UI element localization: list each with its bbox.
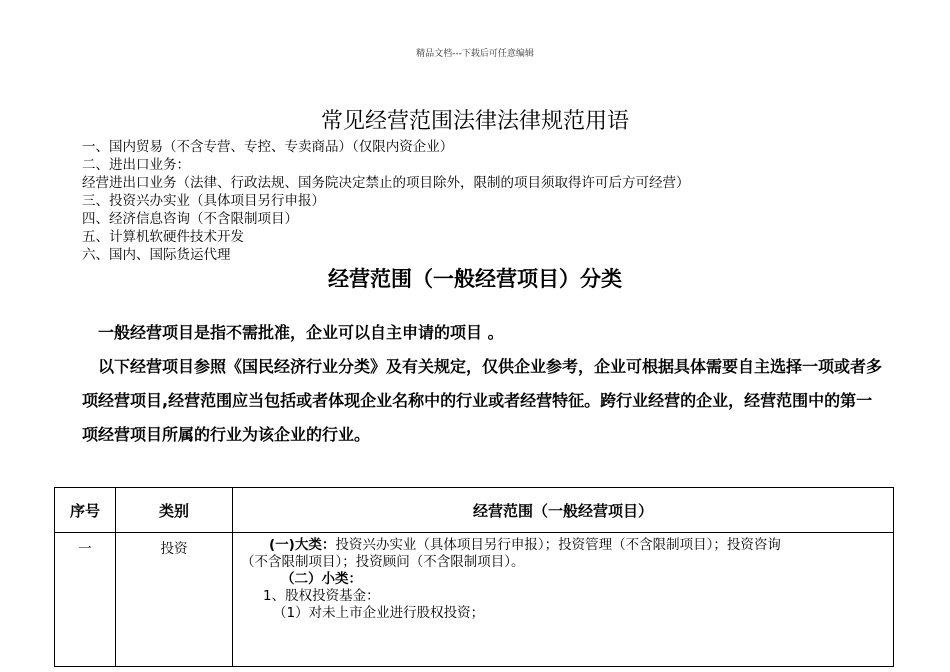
intro-item: 二、进出口业务： xyxy=(82,157,190,173)
row-number: 一 xyxy=(55,533,116,667)
intro-item: 六、国内、国际货运代理 xyxy=(82,247,231,263)
header-scope: 经营范围（一般经营项目） xyxy=(233,488,894,533)
item-equity-fund: 1、股权投资基金： xyxy=(263,588,380,604)
intro-item: 经营进出口业务（法律、行政法规、国务院决定禁止的项目除外，限制的项目须取得许可后方可经营） xyxy=(82,175,690,191)
major-class-continuation: （不含限制项目）；投资顾问（不含限制项目）。 xyxy=(241,554,525,570)
section-title: 经营范围（一般经营项目）分类 xyxy=(328,267,622,291)
paragraph-reference-note: 以下经营项目参照《国民经济行业分类》及有关规定，仅供企业参考，企业可根据具体需要自主选择一项或者多项经营项目,经营范围应当包括或者体现企业名称中的行业或者经营特征。跨行业经营的企业，经营范围中的第一项经营项目所属的行业为该企业的行业。 xyxy=(82,357,883,444)
row-scope xyxy=(233,533,894,667)
table-header-row xyxy=(55,488,894,533)
minor-class-label: （二）小类： xyxy=(281,571,362,587)
item-equity-investment: （1）对未上市企业进行股权投资； xyxy=(273,605,485,621)
row-category: 投资 xyxy=(116,533,233,667)
major-class-text: 投资兴办实业（具体项目另行申报）；投资管理（不含限制项目）；投资咨询 xyxy=(335,537,781,553)
intro-item: 三、投资兴办实业（具体项目另行申报） xyxy=(82,193,325,209)
header-category: 类别 xyxy=(116,488,233,533)
intro-item: 一、国内贸易（不含专营、专控、专卖商品）（仅限内资企业） xyxy=(82,139,454,155)
intro-list xyxy=(82,138,690,264)
table-row xyxy=(55,533,894,667)
header-note: 精品文档---下载后可任意编辑 xyxy=(416,49,534,59)
header-number: 序号 xyxy=(55,488,116,533)
main-title: 常见经营范围法律法律规范用语 xyxy=(320,109,629,134)
major-class-line xyxy=(241,537,887,554)
business-scope-table xyxy=(54,487,894,667)
intro-item: 五、计算机软硬件技术开发 xyxy=(82,229,244,245)
paragraph-general-items: 一般经营项目是指不需批准，企业可以自主申请的项目 。 xyxy=(98,323,504,342)
intro-item: 四、经济信息咨询（不含限制项目） xyxy=(82,211,298,227)
major-class-label: (一)大类： xyxy=(269,537,336,553)
